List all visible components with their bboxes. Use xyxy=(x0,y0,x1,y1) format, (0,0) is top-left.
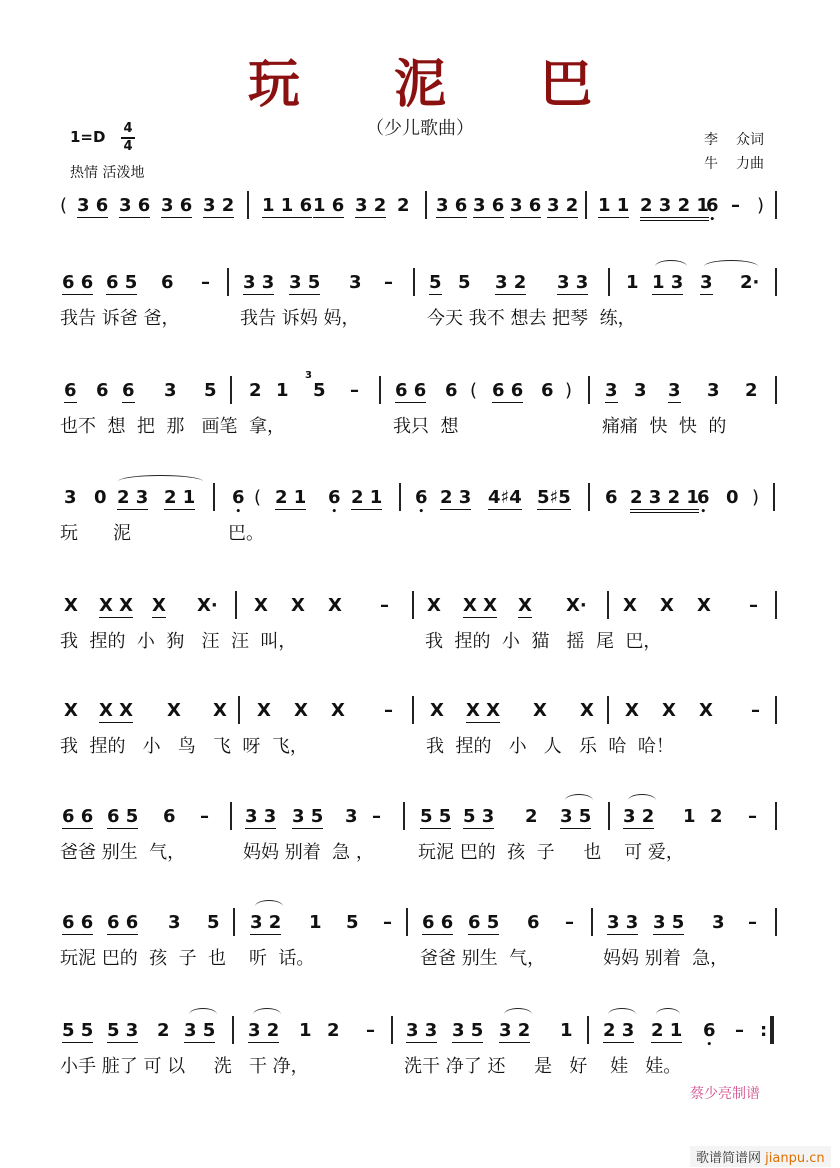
meter-top: 4 xyxy=(123,121,133,136)
slur-mark xyxy=(608,1008,636,1021)
note: 3 5 xyxy=(653,912,685,933)
note: X· xyxy=(566,595,587,616)
barline xyxy=(247,191,249,219)
note: – xyxy=(384,272,393,293)
note: 3 xyxy=(64,487,77,508)
lyric-text: 我 捏的 小 人 乐 哈 哈！ xyxy=(426,736,674,757)
barline xyxy=(775,908,777,936)
note: 2 xyxy=(745,380,758,401)
credits xyxy=(704,128,764,176)
slur-mark xyxy=(628,794,656,807)
lyric-text: 也不 想 把 那 画笔 拿， xyxy=(60,416,285,437)
note: 3 2 xyxy=(547,195,579,216)
barline xyxy=(412,591,414,619)
barline xyxy=(399,483,401,511)
note: 3 xyxy=(345,806,358,827)
barline xyxy=(403,802,405,830)
note: 3 xyxy=(700,272,713,293)
title-char-2: 泥 xyxy=(393,55,446,115)
note: X X xyxy=(99,700,134,721)
barline xyxy=(391,1016,393,1044)
note: 1 1 xyxy=(598,195,630,216)
note: 1 xyxy=(299,1020,312,1041)
lyric-text: 爸爸 别生 气， xyxy=(60,842,186,863)
note: X xyxy=(699,700,713,721)
note: 3 6 xyxy=(119,195,151,216)
lyric-text: 妈妈 别着 急 ， xyxy=(243,842,374,863)
note: 6 xyxy=(445,380,458,401)
barline xyxy=(607,591,609,619)
slur-mark xyxy=(253,1008,281,1021)
watermark-site: jianpu.cn xyxy=(765,1151,825,1166)
slur-mark xyxy=(655,260,687,273)
lyric-text: 我 捏的 小 鸟 飞 呀 飞， xyxy=(60,736,308,757)
note: 6 • xyxy=(232,487,245,509)
note: 5 3 xyxy=(463,806,495,827)
note: 5 3 xyxy=(107,1020,139,1041)
note: X xyxy=(64,700,78,721)
slur-mark xyxy=(565,794,593,807)
lyric-text: 泥 xyxy=(113,523,131,544)
note: – xyxy=(366,1020,375,1041)
note: X xyxy=(623,595,637,616)
note: 2 3 xyxy=(117,487,149,508)
key-signature: 1=D xyxy=(70,128,106,146)
note: 6 5 xyxy=(468,912,500,933)
lyricist-role: 众词 xyxy=(736,132,764,148)
note: 1 xyxy=(309,912,322,933)
note: 2 3 2 1 xyxy=(630,487,699,513)
parenthesis: ) xyxy=(752,487,760,508)
composer-name: 牛 xyxy=(704,156,718,172)
note: X xyxy=(580,700,594,721)
note: 3 3 xyxy=(607,912,639,933)
note: – xyxy=(372,806,381,827)
note: 6 • xyxy=(703,1020,716,1042)
meter-bottom: 4 xyxy=(123,139,133,154)
note: – xyxy=(380,595,389,616)
note: 3 2 xyxy=(499,1020,531,1041)
time-signature xyxy=(121,122,135,154)
note: – xyxy=(383,912,392,933)
note: – xyxy=(200,806,209,827)
note: 1 xyxy=(560,1020,573,1041)
lyric-text: 玩泥 巴的 孩 子 也 听 话。 xyxy=(60,948,315,969)
lyric-text: 我只 想 xyxy=(393,416,459,437)
note: X xyxy=(328,595,342,616)
note: – xyxy=(751,700,760,721)
barline xyxy=(587,1016,589,1044)
final-barline xyxy=(770,1016,774,1044)
note: 3 6 xyxy=(473,195,505,216)
note: 5 xyxy=(458,272,471,293)
barline xyxy=(588,483,590,511)
note: 5 xyxy=(204,380,217,401)
title-char-1: 玩 xyxy=(247,55,300,115)
barline xyxy=(775,802,777,830)
slur-mark xyxy=(189,1008,217,1021)
note: X xyxy=(331,700,345,721)
note: – xyxy=(731,195,740,216)
note: : xyxy=(760,1020,768,1041)
note: X xyxy=(152,595,166,616)
arranger-signature: 蔡少亮制谱 xyxy=(690,1086,760,1102)
note: 5 xyxy=(313,380,326,401)
note: 1 6 xyxy=(313,195,345,216)
note: X xyxy=(625,700,639,721)
note: 1 xyxy=(626,272,639,293)
note: 3 2 xyxy=(203,195,235,216)
barline xyxy=(232,1016,234,1044)
note: 2 xyxy=(397,195,410,216)
parenthesis: ) xyxy=(565,380,573,401)
note: 3 xyxy=(168,912,181,933)
note: X xyxy=(291,595,305,616)
note: 2 3 xyxy=(440,487,472,508)
note: 6 • xyxy=(697,487,710,509)
slur-mark xyxy=(255,900,283,913)
barline xyxy=(230,376,232,404)
note: X xyxy=(533,700,547,721)
note: X X xyxy=(463,595,498,616)
note: – xyxy=(201,272,210,293)
note: 3 6 xyxy=(77,195,109,216)
note: 3 5 xyxy=(560,806,592,827)
barline xyxy=(608,802,610,830)
barline xyxy=(406,908,408,936)
note: X xyxy=(213,700,227,721)
lyric-text: 巴。 xyxy=(228,523,264,544)
barline xyxy=(775,376,777,404)
note: 3 5 xyxy=(289,272,321,293)
note: 6 5 xyxy=(106,272,138,293)
note: 6 • xyxy=(706,195,719,217)
barline xyxy=(412,696,414,724)
note: 2 3 xyxy=(603,1020,635,1041)
note: 2· xyxy=(740,272,760,293)
lyric-text: 玩泥 巴的 孩 子 也 可 爱， xyxy=(418,842,684,863)
barline xyxy=(235,591,237,619)
note: 6 xyxy=(527,912,540,933)
barline xyxy=(775,191,777,219)
note: 3 5 xyxy=(184,1020,216,1041)
note: 3 6 xyxy=(510,195,542,216)
barline xyxy=(585,191,587,219)
note: 2 1 xyxy=(164,487,196,508)
note: X xyxy=(257,700,271,721)
note: 3 xyxy=(349,272,362,293)
note: 3 6 xyxy=(436,195,468,216)
note: – xyxy=(735,1020,744,1041)
lyric-text: 洗干 净了 还 是 好 娃 娃。 xyxy=(404,1056,682,1077)
tempo-marking: 热情 活泼地 xyxy=(70,165,145,181)
note: 3 5 xyxy=(452,1020,484,1041)
barline xyxy=(213,483,215,511)
barline xyxy=(227,268,229,296)
note: 3 xyxy=(712,912,725,933)
lyric-text: 玩 xyxy=(60,523,78,544)
parenthesis: ( xyxy=(60,195,68,216)
note: 5 5 xyxy=(420,806,452,827)
note: 3 xyxy=(605,380,618,401)
note: 3 6 xyxy=(161,195,193,216)
barline xyxy=(591,908,593,936)
lyric-text: 今天 我不 想去 把琴 练， xyxy=(427,308,636,329)
lyric-text: 爸爸 别生 气， xyxy=(420,948,546,969)
note: 6 6 xyxy=(107,912,139,933)
note: – xyxy=(748,912,757,933)
note: 6 6 xyxy=(62,912,94,933)
note: 3 2 xyxy=(248,1020,280,1041)
note: 2 1 xyxy=(351,487,383,508)
note: 6 xyxy=(541,380,554,401)
note: 2 xyxy=(710,806,723,827)
note: 0 xyxy=(94,487,107,508)
note: 6 xyxy=(122,380,135,401)
note: – xyxy=(748,806,757,827)
slur-mark xyxy=(504,1008,532,1021)
composer-credit xyxy=(704,152,764,176)
note: 5 xyxy=(346,912,359,933)
note: – xyxy=(350,380,359,401)
note: 6 5 xyxy=(107,806,139,827)
lyric-text: 我告 诉爸 爸， xyxy=(60,308,180,329)
note: 3 xyxy=(164,380,177,401)
note: 3 2 xyxy=(495,272,527,293)
note: 5♯5 xyxy=(537,487,571,508)
note: 3 xyxy=(634,380,647,401)
note: X xyxy=(518,595,532,616)
slur-mark xyxy=(704,260,758,273)
note: 2 3 2 1 xyxy=(640,195,709,221)
grace-note: 3 xyxy=(305,370,312,381)
parenthesis: ) xyxy=(757,195,765,216)
note: 3 3 xyxy=(245,806,277,827)
note: 3 xyxy=(668,380,681,401)
title-char-3: 巴 xyxy=(540,55,593,115)
note: 6 6 xyxy=(492,380,524,401)
lyric-text: 我 捏的 小 狗 汪 汪 叫， xyxy=(60,631,297,652)
note: 6 6 xyxy=(62,272,94,293)
note: 2 xyxy=(249,380,262,401)
note: 2 1 xyxy=(651,1020,683,1041)
parenthesis: ( xyxy=(254,487,262,508)
barline xyxy=(588,376,590,404)
barline xyxy=(238,696,240,724)
note: X xyxy=(254,595,268,616)
composer-role: 力曲 xyxy=(736,156,764,172)
note: – xyxy=(384,700,393,721)
slur-mark xyxy=(118,475,203,488)
barline xyxy=(233,908,235,936)
barline xyxy=(773,483,775,511)
note: 6 xyxy=(163,806,176,827)
note: 6 6 xyxy=(62,806,94,827)
note: X xyxy=(430,700,444,721)
lyric-text: 妈妈 别着 急， xyxy=(603,948,729,969)
note: 1 1 6 xyxy=(262,195,313,216)
parenthesis: ( xyxy=(470,380,478,401)
note: X xyxy=(660,595,674,616)
lyric-text: 我告 诉妈 妈， xyxy=(240,308,360,329)
note: X xyxy=(64,595,78,616)
note: 3 2 xyxy=(250,912,282,933)
note: X· xyxy=(197,595,218,616)
note: – xyxy=(565,912,574,933)
barline xyxy=(425,191,427,219)
note: 2 xyxy=(525,806,538,827)
lyric-text: 痛痛 快 快 的 xyxy=(602,416,727,437)
note: 5 xyxy=(207,912,220,933)
note: X xyxy=(427,595,441,616)
note: 3 3 xyxy=(557,272,589,293)
note: 2 xyxy=(327,1020,340,1041)
watermark-cn: 歌谱简谱网 xyxy=(696,1151,762,1166)
note: 5 5 xyxy=(62,1020,94,1041)
slur-mark xyxy=(656,1008,680,1021)
note: X xyxy=(167,700,181,721)
note: X xyxy=(697,595,711,616)
note: X X xyxy=(466,700,501,721)
note: 6 xyxy=(64,380,77,401)
barline xyxy=(775,591,777,619)
lyricist-name: 李 xyxy=(704,132,718,148)
note: X xyxy=(662,700,676,721)
note: 3 3 xyxy=(243,272,275,293)
note: 6 • xyxy=(328,487,341,509)
note: 6 6 xyxy=(422,912,454,933)
note: 6 • xyxy=(415,487,428,509)
barline xyxy=(608,268,610,296)
note: 3 2 xyxy=(623,806,655,827)
note: 5 xyxy=(429,272,442,293)
note: 0 xyxy=(726,487,739,508)
note: 3 2 xyxy=(355,195,387,216)
barline xyxy=(607,696,609,724)
song-title xyxy=(0,42,840,117)
note: – xyxy=(749,595,758,616)
note: 3 xyxy=(707,380,720,401)
note: 6 xyxy=(605,487,618,508)
note: 6 xyxy=(161,272,174,293)
note: 3 3 xyxy=(406,1020,438,1041)
note: X X xyxy=(99,595,134,616)
note: 1 3 xyxy=(652,272,684,293)
note: 2 1 xyxy=(275,487,307,508)
lyricist-credit xyxy=(704,128,764,152)
note: 2 xyxy=(157,1020,170,1041)
lyric-text: 我 捏的 小 猫 摇 尾 巴， xyxy=(425,631,662,652)
note: X xyxy=(294,700,308,721)
note: 6 6 xyxy=(395,380,427,401)
note: 1 xyxy=(683,806,696,827)
barline xyxy=(775,268,777,296)
note: 1 xyxy=(276,380,289,401)
site-watermark xyxy=(690,1146,831,1167)
note: 4♯4 xyxy=(488,487,522,508)
barline xyxy=(230,802,232,830)
barline xyxy=(775,696,777,724)
barline xyxy=(379,376,381,404)
lyric-text: 小手 脏了 可 以 洗 干 净， xyxy=(60,1056,309,1077)
song-subtitle: （少儿歌曲） xyxy=(366,118,474,139)
barline xyxy=(413,268,415,296)
note: 6 xyxy=(96,380,109,401)
note: 3 5 xyxy=(292,806,324,827)
